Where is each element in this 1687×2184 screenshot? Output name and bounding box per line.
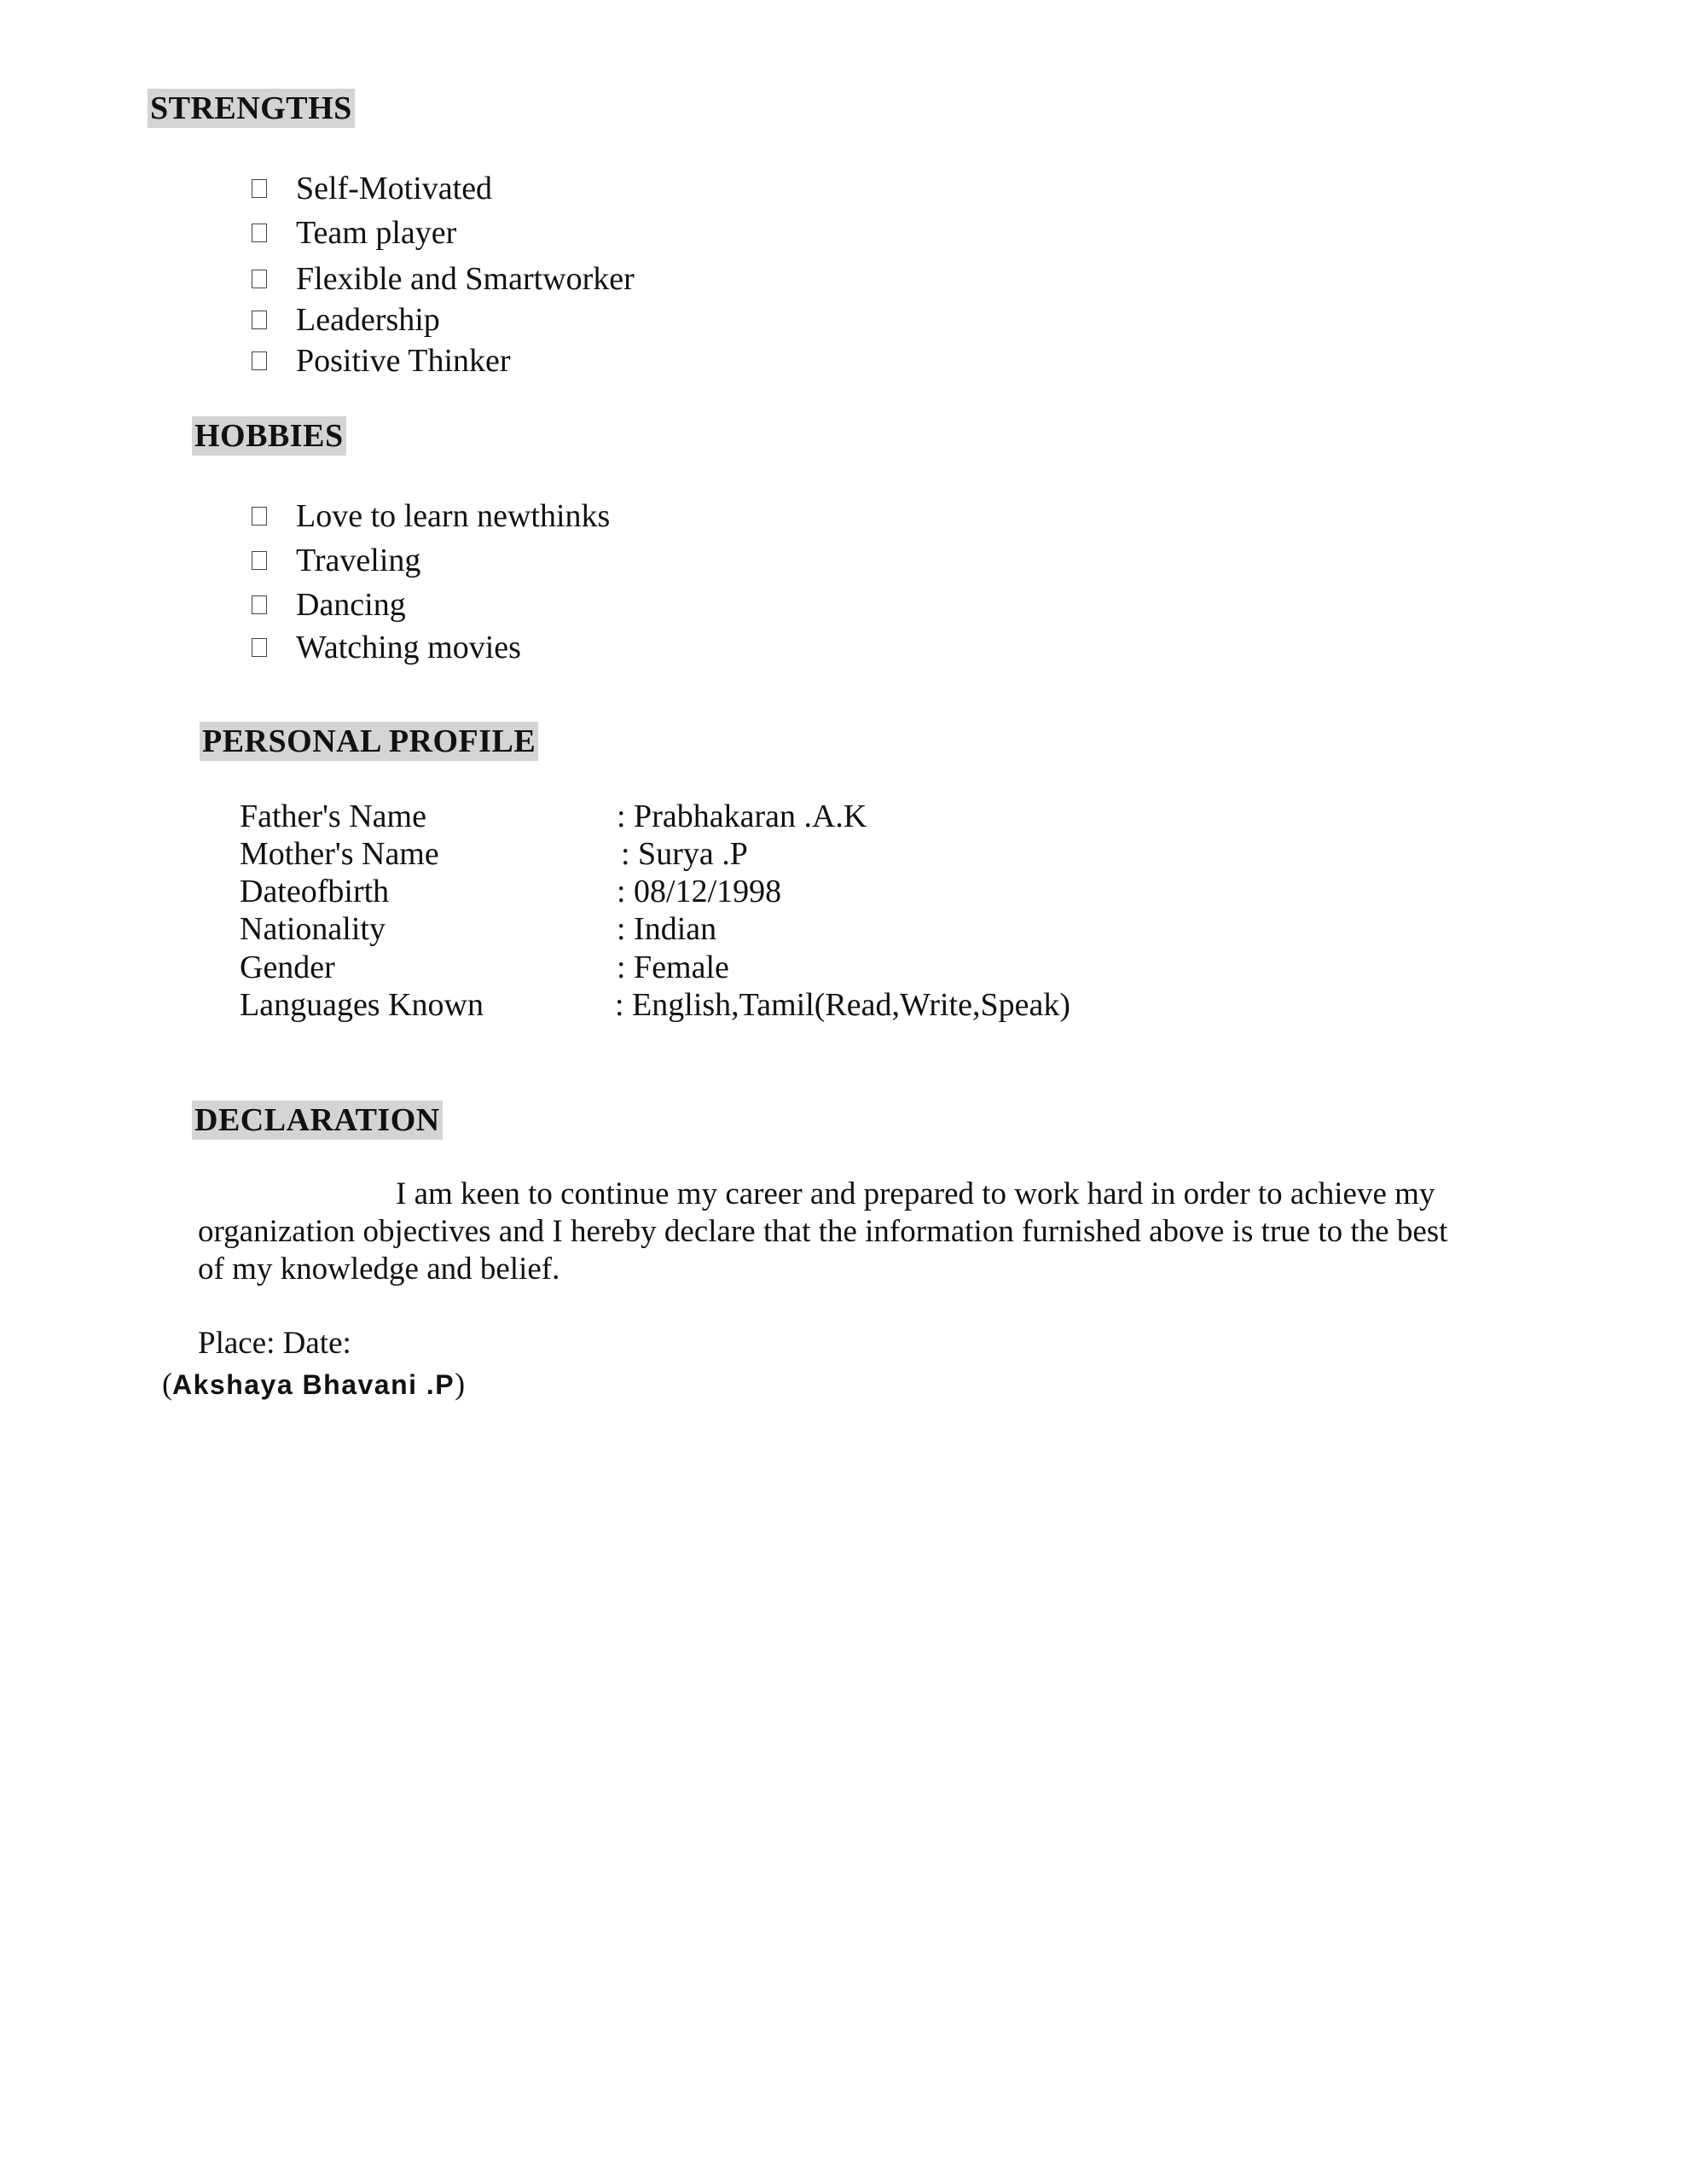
signature-name: Akshaya Bhavani .P [172, 1369, 455, 1400]
list-item [252, 213, 456, 253]
signature-close-paren: ) [455, 1367, 466, 1401]
checkbox-icon [252, 638, 267, 657]
list-item-label: Leadership [296, 302, 440, 338]
declaration-heading: DECLARATION [192, 1101, 443, 1140]
strengths-heading: STRENGTHS [148, 89, 355, 128]
list-item [252, 169, 492, 208]
profile-value: : Surya .P [621, 836, 748, 872]
checkbox-icon [252, 270, 267, 288]
list-item-label: Team player [296, 215, 457, 251]
signature-open-paren: ( [162, 1367, 172, 1401]
signature [162, 1365, 465, 1403]
checkbox-icon [252, 595, 267, 614]
profile-label: Dateofbirth [240, 874, 390, 909]
hobbies-heading: HOBBIES [192, 416, 346, 456]
declaration-line: I am keen to continue my career and prepared to work hard in order to achieve my [396, 1176, 1435, 1211]
list-item [252, 585, 406, 624]
profile-label: Languages Known [240, 987, 484, 1023]
profile-value: : 08/12/1998 [617, 874, 782, 909]
profile-value: : Female [617, 950, 729, 985]
place-date: Place: Date: [198, 1326, 351, 1361]
list-item [252, 541, 420, 580]
checkbox-icon [252, 351, 267, 370]
checkbox-icon [252, 311, 267, 329]
declaration-line: of my knowledge and belief. [198, 1252, 560, 1287]
checkbox-icon [252, 224, 267, 242]
list-item-label: Dancing [296, 587, 406, 623]
profile-label: Gender [240, 950, 335, 985]
checkbox-icon [252, 507, 267, 526]
profile-value: : English,Tamil(Read,Write,Speak) [615, 987, 1071, 1023]
list-item-label: Positive Thinker [296, 343, 511, 379]
profile-value: : Indian [617, 911, 717, 947]
list-item-label: Traveling [296, 543, 421, 578]
profile-label: Father's Name [240, 799, 426, 834]
list-item-label: Flexible and Smartworker [296, 261, 635, 297]
personal-profile-heading: PERSONAL PROFILE [200, 722, 538, 761]
list-item-label: Self-Motivated [296, 171, 493, 206]
list-item [252, 628, 521, 667]
checkbox-icon [252, 179, 267, 198]
list-item [252, 300, 440, 340]
profile-value: : Prabhakaran .A.K [617, 799, 867, 834]
profile-label: Nationality [240, 911, 386, 947]
profile-label: Mother's Name [240, 836, 439, 872]
declaration-line: organization objectives and I hereby declare that the information furnished above is true to the best [198, 1214, 1448, 1249]
list-item [252, 341, 511, 380]
list-item-label: Love to learn newthinks [296, 498, 611, 534]
list-item [252, 497, 610, 536]
checkbox-icon [252, 551, 267, 570]
list-item [252, 259, 635, 299]
list-item-label: Watching movies [296, 630, 521, 665]
